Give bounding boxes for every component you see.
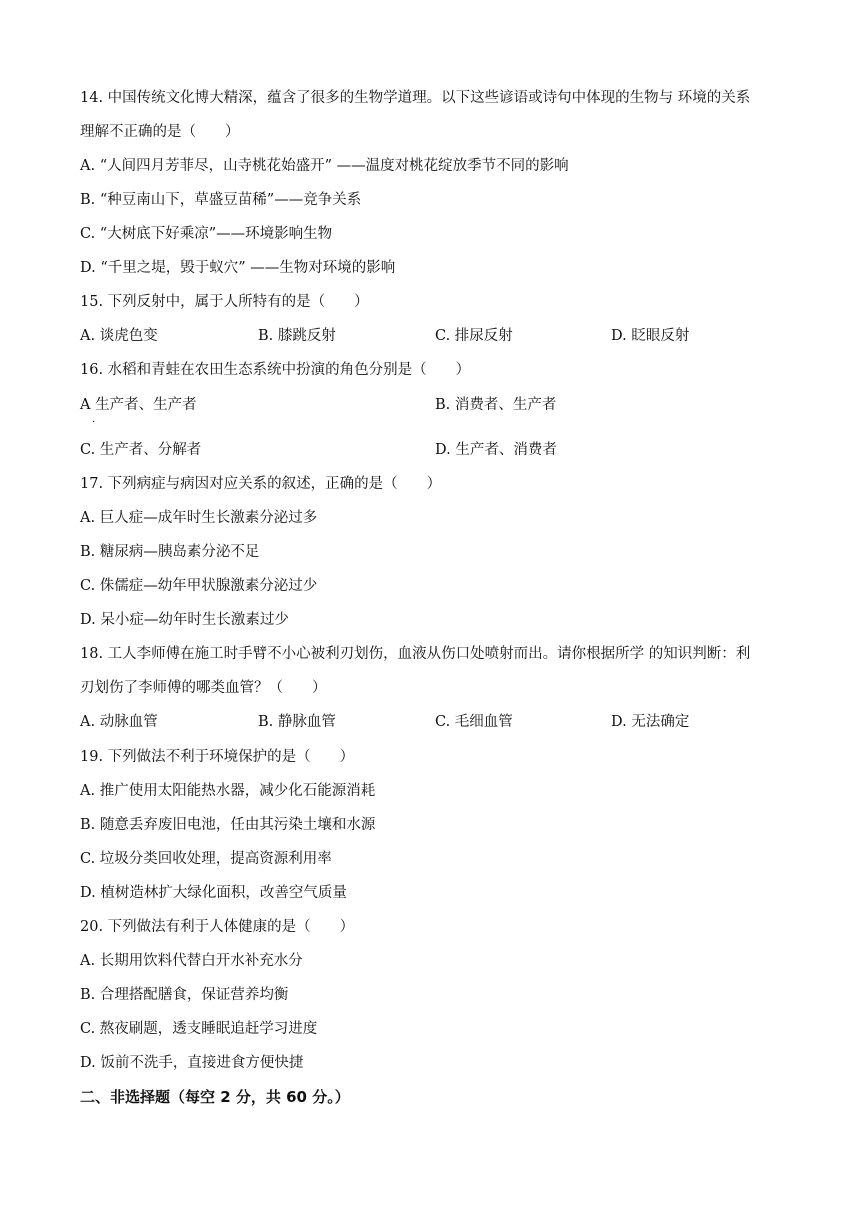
q14-option-d: D. “千里之堤，毁于蚁穴” ——生物对环境的影响 (80, 260, 396, 276)
q18-stem-line1: 18. 工人李师傅在施工时手臂不小心被利刃划伤，血液从伤口处喷射而出。请你根据所学 的知识判断：利 (80, 646, 751, 662)
q15-option-c: C. 排尿反射 (435, 328, 513, 344)
q18-option-c: C. 毛细血管 (435, 714, 513, 730)
q19-option-b: B. 随意丢弃废旧电池，任由其污染土壤和水源 (80, 817, 376, 833)
q16-option-c: C. 生产者、分解者 (80, 442, 202, 458)
q18-option-b: B. 静脉血管 (258, 714, 336, 730)
q20-option-b: B. 合理搭配膳食，保证营养均衡 (80, 987, 289, 1003)
q16-option-a: A 生产者、生产者 (80, 397, 197, 413)
q17-option-c: C. 侏儒症—幼年甲状腺激素分泌过少 (80, 578, 318, 594)
q16-stem: 16. 水稻和青蛙在农田生态系统中扮演的角色分别是（ ） (80, 362, 471, 378)
q16-option-a-dot: · (92, 417, 96, 428)
q15-stem: 15. 下列反射中，属于人所特有的是（ ） (80, 294, 369, 310)
q17-option-a: A. 巨人症—成年时生长激素分泌过多 (80, 510, 318, 526)
q14-stem-line1: 14. 中国传统文化博大精深，蕴含了很多的生物学道理。以下这些谚语或诗句中体现的生物与 环境的关系 (80, 90, 751, 106)
q19-stem: 19. 下列做法不利于环境保护的是（ ） (80, 749, 355, 765)
q19-option-d: D. 植树造林扩大绿化面积，改善空气质量 (80, 885, 347, 901)
q17-stem: 17. 下列病症与病因对应关系的叙述，正确的是（ ） (80, 476, 442, 492)
q20-stem: 20. 下列做法有利于人体健康的是（ ） (80, 919, 355, 935)
q14-option-c: C. “大树底下好乘凉”——环境影响生物 (80, 226, 333, 242)
q18-stem-line2: 刃划伤了李师傅的哪类血管？（ ） (80, 680, 327, 696)
section-heading-non-choice: 二、非选择题（每空 2 分，共 60 分。） (80, 1088, 350, 1106)
q17-option-b: B. 糖尿病—胰岛素分泌不足 (80, 544, 260, 560)
q14-option-a: A. “人间四月芳菲尽，山寺桃花始盛开” ——温度对桃花绽放季节不同的影响 (80, 158, 569, 174)
q15-option-d: D. 眨眼反射 (611, 328, 690, 344)
q16-option-d: D. 生产者、消费者 (435, 442, 557, 458)
q19-option-c: C. 垃圾分类回收处理，提高资源利用率 (80, 851, 332, 867)
q20-option-c: C. 熬夜刷题，透支睡眠追赶学习进度 (80, 1021, 318, 1037)
q20-option-a: A. 长期用饮料代替白开水补充水分 (80, 953, 303, 969)
q18-option-d: D. 无法确定 (611, 714, 690, 730)
q18-option-a: A. 动脉血管 (80, 714, 158, 730)
q19-option-a: A. 推广使用太阳能热水器，减少化石能源消耗 (80, 783, 376, 799)
q15-option-b: B. 膝跳反射 (258, 328, 336, 344)
q15-option-a: A. 谈虎色变 (80, 328, 158, 344)
q17-option-d: D. 呆小症—幼年时生长激素过少 (80, 612, 289, 628)
q14-option-b: B. “种豆南山下，草盛豆苗稀”——竞争关系 (80, 192, 362, 208)
q14-stem-line2: 理解不正确的是（ ） (80, 124, 240, 140)
q20-option-d: D. 饭前不洗手，直接进食方便快捷 (80, 1055, 304, 1071)
q16-option-b: B. 消费者、生产者 (435, 397, 557, 413)
